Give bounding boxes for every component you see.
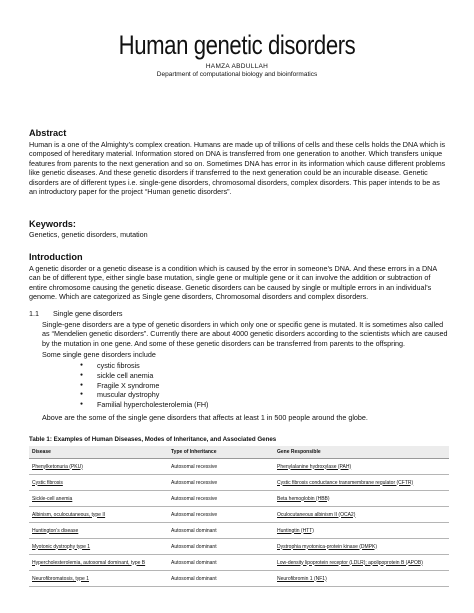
table-cell: Autosomal dominant [168, 523, 274, 539]
table-cell: Neurofibromatosis, type 1 [29, 571, 168, 587]
table-cell: Autosomal dominant [168, 555, 274, 571]
list-item: ● muscular dystrophy [80, 390, 208, 400]
abstract-text: Human is a one of the Almighty’s complex creation. Humans are made up of trillions of cells and these cells holds the DNA which is composed of hereditary material. Information stored on DNA is transferred from one generation to another. Which transfers unique features from parents to the next generation and so on. Sometimes DNA has error in its information which cause different problems like genetic diseases. And these genetic disorders if transferred to the next generation could be an incurable disease. Genetic disorders are of different types i.e. single-gene disorders, chromosomal disorders, complex disorders. This paper intends to be as an introductory paper for the project “Human genetic disorders”. [29, 140, 446, 197]
table-cell: Beta hemoglobin (HBB) [274, 491, 449, 507]
table-cell: Cystic fibrosis conductance transmembrane regulator (CFTR) [274, 475, 449, 491]
table-row [29, 571, 449, 587]
table-header-cell: Gene Responsible [274, 446, 449, 459]
paper-title: Human genetic disorders [118, 30, 356, 60]
table-row [29, 459, 449, 475]
introduction-heading: Introduction [29, 252, 83, 262]
table-cell: Albinism, oculocutaneous, type II [29, 507, 168, 523]
author-name: HAMZA ABDULLAH [205, 63, 269, 70]
table-cell: Low-density lipoprotein receptor (LDLR); apolipoprotein B (APOB) [274, 555, 449, 571]
section-number: 1.1 [29, 309, 39, 318]
keywords-text: Genetics, genetic disorders, mutation [29, 230, 148, 239]
table-cell: Autosomal recessive [168, 475, 274, 491]
section-title: Single gene disorders [53, 309, 123, 318]
disease-table [29, 446, 449, 587]
keywords-heading: Keywords: [29, 219, 76, 229]
list-item: ● Familial hypercholesterolemia (FH) [80, 400, 208, 410]
table-row [29, 491, 449, 507]
author-affiliation: Department of computational biology and bioinformatics [156, 71, 318, 78]
table-row [29, 523, 449, 539]
table-cell: Hypercholesterolemia, autosomal dominant, type B [29, 555, 168, 571]
table-cell: Autosomal dominant [168, 571, 274, 587]
table-cell: Cystic fibrosis [29, 475, 168, 491]
table-cell: Huntington’s disease [29, 523, 168, 539]
table-cell: Autosomal dominant [168, 539, 274, 555]
after-list-text: Above are the some of the single gene disorders that affects at least 1 in 500 people around the globe. [42, 413, 368, 422]
table-cell: Huntingtin (HTT) [274, 523, 449, 539]
list-item: ● Fragile X syndrome [80, 381, 208, 391]
abstract-heading: Abstract [29, 128, 67, 138]
table-header-cell: Disease [29, 446, 168, 459]
list-intro: Some single gene disorders include [42, 350, 156, 359]
table-row [29, 555, 449, 571]
introduction-text: A genetic disorder or a genetic disease is a condition which is caused by the error in someone’s DNA. And these errors in a DNA can be of different type, either single base mutation, single gene or multiple gene or it can involve the addition or subtraction of entire chromosome causing the genetic disease. Genetic disorders can be caused by single or multiple errors in an individual’s genome. Which are categorized as Single gene disorders, Chromosomal disorders and complex disorders. [29, 264, 437, 302]
disorder-list [80, 361, 208, 410]
table-cell: Phenylalanine hydroxylase (PAH) [274, 459, 449, 475]
table-cell: Neurofibromin 1 (NF1) [274, 571, 449, 587]
table-cell: Autosomal recessive [168, 507, 274, 523]
table-cell: Oculocutaneous albinism II (OCA2) [274, 507, 449, 523]
table-cell: Dystrophia myotonica-protein kinase (DMPK) [274, 539, 449, 555]
table-cell: Sickle-cell anemia [29, 491, 168, 507]
table-row [29, 539, 449, 555]
section-heading [29, 309, 123, 318]
table-cell: Autosomal recessive [168, 459, 274, 475]
list-item: ● sickle cell anemia [80, 371, 208, 381]
table-caption: Table 1: Examples of Human Diseases, Modes of Inheritance, and Associated Genes [29, 436, 277, 443]
table-header-row [29, 446, 449, 459]
table-cell: Autosomal recessive [168, 491, 274, 507]
table-cell: Myotonic dystrophy type 1 [29, 539, 168, 555]
table-cell: Phenylketonuria (PKU) [29, 459, 168, 475]
list-item: ● cystic fibrosis [80, 361, 208, 371]
table-row [29, 475, 449, 491]
table-header-cell: Type of Inheritance [168, 446, 274, 459]
section-text: Single-gene disorders are a type of genetic disorders in which only one or specific gene is mutated. It is sometimes also called as “Mendelien genetic disorders”. Currently there are about 4000 genetic disorders according to the scientists which are caused by the mutation in one gene. And some of these genetic disorders can be transferred from parents to the offspring. [42, 320, 448, 348]
table-row [29, 507, 449, 523]
